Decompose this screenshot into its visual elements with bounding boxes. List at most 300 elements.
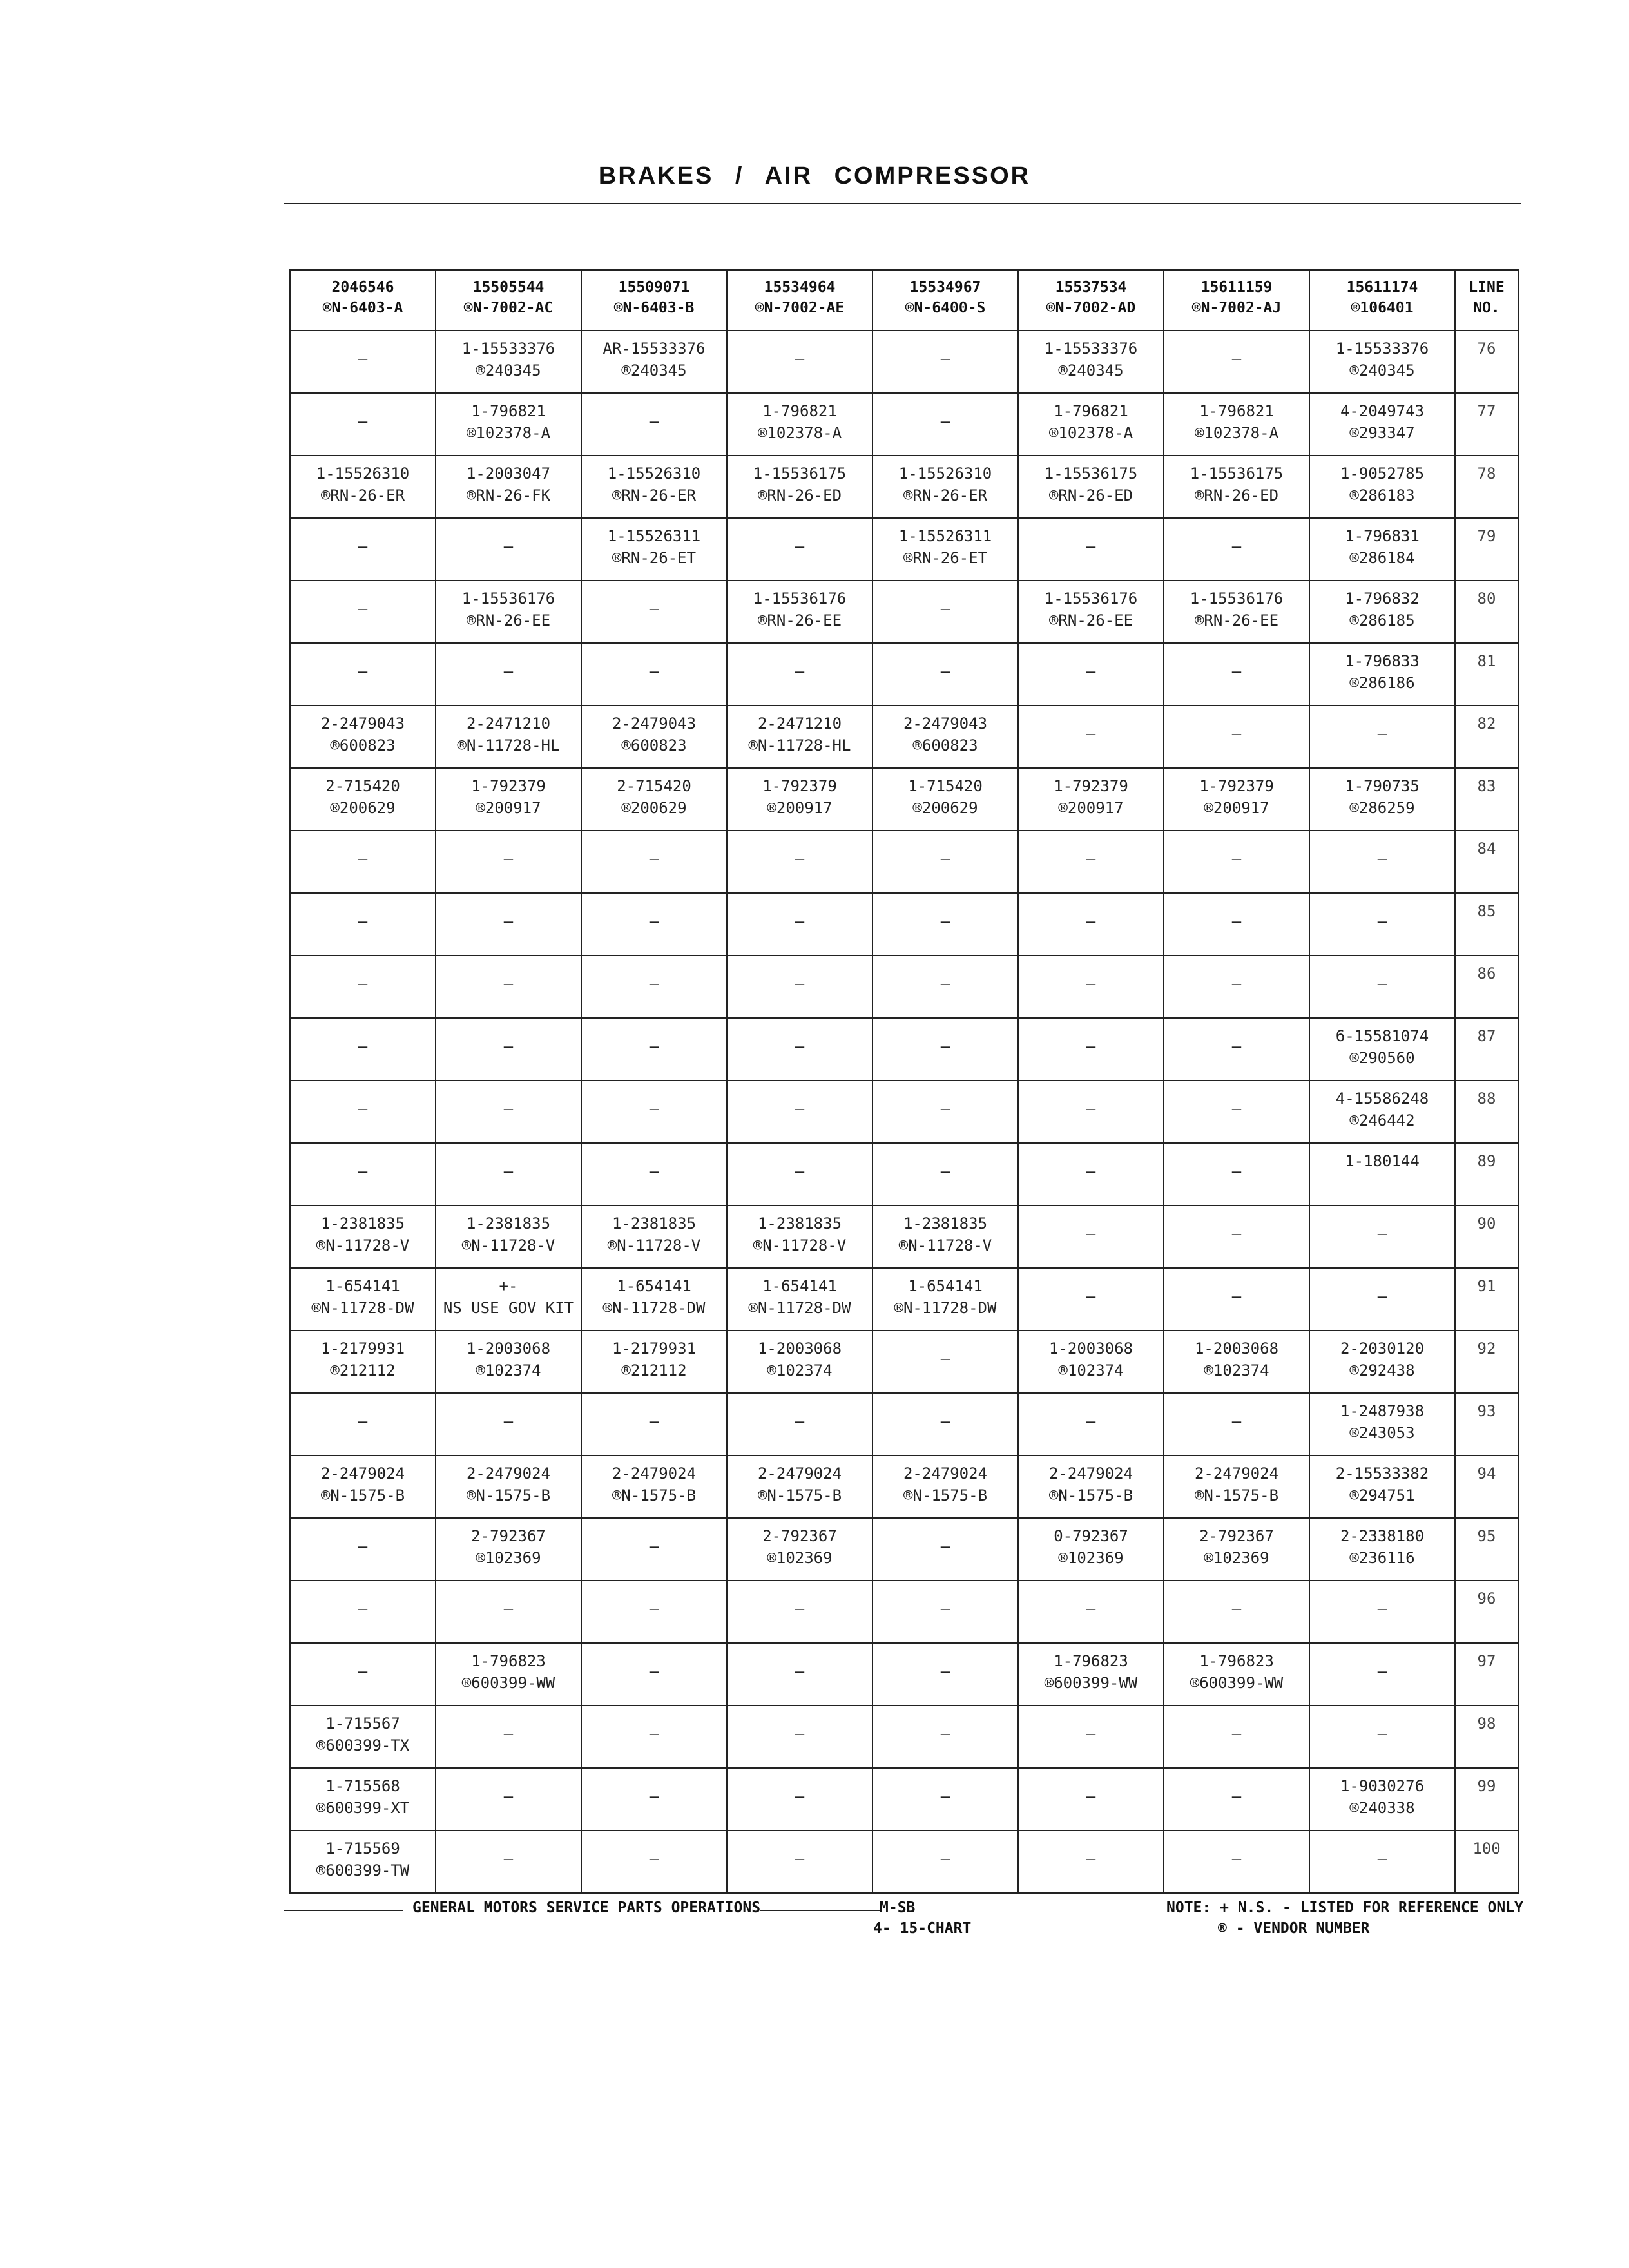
part-cell (1018, 706, 1164, 768)
part-cell (1309, 1331, 1455, 1393)
vendor-number: ®212112 (330, 1361, 396, 1379)
part-cell (872, 1018, 1018, 1081)
part-number: 2-2479024 (1048, 1465, 1133, 1483)
not-applicable-dash: — (940, 1850, 950, 1868)
part-number: 2-2479043 (320, 715, 405, 733)
part-cell (1018, 1643, 1164, 1706)
vendor-number: ®600399-TX (316, 1736, 410, 1754)
part-number: 6-15581074 (1335, 1027, 1429, 1045)
not-applicable-dash: — (1231, 1600, 1242, 1618)
table-row (290, 893, 1518, 956)
line-number-cell: 100 (1455, 1831, 1518, 1893)
part-cell (1309, 768, 1455, 831)
part-cell (1309, 1143, 1455, 1206)
part-cell (872, 643, 1018, 706)
vendor-number: ®600399-TW (316, 1861, 410, 1879)
line-number-cell: 82 (1455, 706, 1518, 768)
not-applicable-dash: — (649, 912, 659, 930)
part-cell (581, 1518, 727, 1581)
header-vendor-number: NO. (1473, 300, 1500, 316)
part-cell (1309, 331, 1455, 393)
part-cell (436, 1456, 581, 1518)
not-applicable-dash: — (1086, 1100, 1096, 1118)
vendor-number: ®N-11728-V (607, 1236, 701, 1254)
not-applicable-dash: — (795, 1162, 805, 1180)
header-model (872, 270, 1018, 331)
vendor-number: ®RN-26-ED (1048, 486, 1133, 505)
part-cell (872, 393, 1018, 456)
part-cell (1164, 768, 1309, 831)
not-applicable-dash: — (795, 1662, 805, 1680)
part-number: 1-790735 (1345, 777, 1420, 795)
vendor-number: ®200917 (476, 799, 541, 817)
line-number-cell: 98 (1455, 1706, 1518, 1768)
part-cell (290, 956, 436, 1018)
part-cell (1309, 1643, 1455, 1706)
not-applicable-dash: — (1377, 1662, 1387, 1680)
part-cell (1018, 643, 1164, 706)
not-applicable-dash: — (1086, 975, 1096, 993)
not-applicable-dash: — (1086, 1787, 1096, 1805)
part-cell (290, 1643, 436, 1706)
part-cell (1018, 456, 1164, 518)
vendor-number: ®N-11728-HL (748, 736, 851, 754)
part-number: 2-2479043 (903, 715, 988, 733)
line-number-cell: 77 (1455, 393, 1518, 456)
part-cell (727, 643, 872, 706)
part-cell (1309, 1456, 1455, 1518)
not-applicable-dash: — (503, 975, 514, 993)
not-applicable-dash: — (358, 412, 368, 430)
not-applicable-dash: — (503, 537, 514, 555)
vendor-number: ®RN-26-ER (320, 486, 405, 505)
not-applicable-dash: — (1377, 1287, 1387, 1305)
table-row (290, 1081, 1518, 1143)
part-cell (872, 1581, 1018, 1643)
not-applicable-dash: — (358, 1412, 368, 1430)
not-applicable-dash: — (1231, 1850, 1242, 1868)
part-cell (872, 1643, 1018, 1706)
vendor-number: ®240345 (621, 361, 687, 380)
table-row (290, 706, 1518, 768)
line-number-cell: 83 (1455, 768, 1518, 831)
header-vendor-number: ®N-6400-S (905, 300, 986, 316)
part-cell (290, 831, 436, 893)
header-model-number: 15534967 (909, 279, 981, 296)
part-cell (1018, 1768, 1164, 1831)
line-number-cell: 94 (1455, 1456, 1518, 1518)
vendor-number: ®200917 (1058, 799, 1124, 817)
vendor-number: ®102369 (476, 1549, 541, 1567)
table-body (290, 331, 1518, 1893)
not-applicable-dash: — (795, 1100, 805, 1118)
part-cell (1164, 1206, 1309, 1268)
line-number-cell: 84 (1455, 831, 1518, 893)
not-applicable-dash: — (503, 850, 514, 868)
part-cell (1018, 956, 1164, 1018)
part-number: 1-15526310 (316, 465, 410, 483)
not-applicable-dash: — (503, 1162, 514, 1180)
vendor-number: ®286183 (1349, 486, 1415, 505)
header-line-no (1455, 270, 1518, 331)
not-applicable-dash: — (795, 1412, 805, 1430)
not-applicable-dash: — (649, 1162, 659, 1180)
not-applicable-dash: — (1231, 725, 1242, 743)
part-cell (727, 393, 872, 456)
vendor-number: ®600399-XT (316, 1799, 410, 1817)
part-number: 1-15526310 (898, 465, 992, 483)
header-model (581, 270, 727, 331)
vendor-number: ®212112 (621, 1361, 687, 1379)
header-vendor-number: ®N-6403-A (322, 300, 403, 316)
part-cell (436, 1831, 581, 1893)
part-cell (1018, 1268, 1164, 1331)
part-number: 1-2381835 (757, 1215, 842, 1233)
not-applicable-dash: — (1086, 1225, 1096, 1243)
not-applicable-dash: — (649, 850, 659, 868)
part-cell (581, 456, 727, 518)
part-number: 2-2338180 (1340, 1527, 1425, 1545)
part-cell (872, 1268, 1018, 1331)
part-cell (872, 956, 1018, 1018)
part-number: 1-9052785 (1340, 465, 1425, 483)
part-cell (1164, 581, 1309, 643)
part-cell (1018, 1206, 1164, 1268)
part-number: 1-15536175 (753, 465, 847, 483)
part-cell (872, 518, 1018, 581)
part-number: 1-15536176 (1044, 590, 1138, 608)
part-cell (872, 456, 1018, 518)
part-cell (581, 831, 727, 893)
not-applicable-dash: — (358, 1162, 368, 1180)
header-row (290, 270, 1518, 331)
part-number: 1-9030276 (1340, 1777, 1425, 1795)
not-applicable-dash: — (795, 1850, 805, 1868)
part-cell (290, 643, 436, 706)
not-applicable-dash: — (1377, 975, 1387, 993)
not-applicable-dash: — (795, 850, 805, 868)
not-applicable-dash: — (1231, 662, 1242, 680)
part-cell (727, 1143, 872, 1206)
not-applicable-dash: — (358, 1537, 368, 1555)
footer-section-code: M-SB (880, 1899, 916, 1916)
part-cell (1164, 1268, 1309, 1331)
header-model-number: 15611174 (1346, 279, 1418, 296)
not-applicable-dash: — (940, 1600, 950, 1618)
vendor-number: ®N-11728-DW (311, 1299, 414, 1317)
vendor-number: ®N-11728-V (461, 1236, 555, 1254)
part-number: 1-2003068 (1048, 1340, 1133, 1358)
part-cell (436, 1768, 581, 1831)
part-cell (290, 1581, 436, 1643)
part-cell (872, 1081, 1018, 1143)
not-applicable-dash: — (1086, 1725, 1096, 1743)
part-cell (872, 768, 1018, 831)
not-applicable-dash: — (1231, 1787, 1242, 1805)
line-number-cell: 87 (1455, 1018, 1518, 1081)
part-number: 1-15536175 (1044, 465, 1138, 483)
table-row (290, 1393, 1518, 1456)
part-cell (581, 1456, 727, 1518)
part-cell (290, 1393, 436, 1456)
part-cell (1018, 768, 1164, 831)
vendor-number: NS USE GOV KIT (443, 1299, 574, 1317)
part-cell (436, 956, 581, 1018)
not-applicable-dash: — (649, 1600, 659, 1618)
part-cell (1164, 393, 1309, 456)
table-row (290, 1268, 1518, 1331)
vendor-number: ®200629 (912, 799, 978, 817)
vendor-number: ®RN-26-ET (612, 549, 697, 567)
part-cell (727, 581, 872, 643)
vendor-number: ®200917 (767, 799, 833, 817)
vendor-number: ®RN-26-EE (466, 611, 551, 629)
part-cell (727, 893, 872, 956)
table-row (290, 518, 1518, 581)
part-cell (1309, 956, 1455, 1018)
table-row (290, 1018, 1518, 1081)
part-cell (1018, 331, 1164, 393)
header-model (1164, 270, 1309, 331)
part-number: 2-2479024 (757, 1465, 842, 1483)
not-applicable-dash: — (1377, 1225, 1387, 1243)
part-cell (290, 1143, 436, 1206)
not-applicable-dash: — (358, 350, 368, 368)
not-applicable-dash: — (1231, 1162, 1242, 1180)
part-cell (436, 706, 581, 768)
part-number: 1-796821 (1199, 402, 1274, 420)
part-cell (1309, 393, 1455, 456)
part-cell (1164, 1143, 1309, 1206)
vendor-number: ®N-11728-DW (602, 1299, 706, 1317)
not-applicable-dash: — (795, 1037, 805, 1055)
vendor-number: ®RN-26-ED (757, 486, 842, 505)
vendor-number: ®102374 (1204, 1361, 1269, 1379)
vendor-number: ®102374 (476, 1361, 541, 1379)
vendor-number: ®600399-WW (1044, 1674, 1138, 1692)
not-applicable-dash: — (1231, 350, 1242, 368)
table-row (290, 1831, 1518, 1893)
vendor-number: ®102378-A (466, 424, 551, 442)
part-cell (1164, 518, 1309, 581)
not-applicable-dash: — (795, 537, 805, 555)
not-applicable-dash: — (1231, 1225, 1242, 1243)
part-number: 1-180144 (1345, 1152, 1420, 1170)
header-model (727, 270, 872, 331)
part-cell (1164, 1081, 1309, 1143)
part-cell (436, 1518, 581, 1581)
part-number: 1-15533376 (461, 340, 555, 358)
part-cell (436, 331, 581, 393)
not-applicable-dash: — (1086, 1287, 1096, 1305)
part-cell (436, 893, 581, 956)
part-cell (727, 518, 872, 581)
part-number: 2-715420 (617, 777, 691, 795)
part-number: 1-654141 (762, 1277, 837, 1295)
vendor-number: ®RN-26-FK (466, 486, 551, 505)
part-number: 1-796833 (1345, 652, 1420, 670)
table-row (290, 956, 1518, 1018)
part-number: 2-2030120 (1340, 1340, 1425, 1358)
vendor-number: ®240345 (1058, 361, 1124, 380)
part-cell (581, 331, 727, 393)
part-number: 2-2479043 (612, 715, 697, 733)
not-applicable-dash: — (795, 350, 805, 368)
part-cell (436, 1393, 581, 1456)
not-applicable-dash: — (795, 1725, 805, 1743)
footer-publisher: GENERAL MOTORS SERVICE PARTS OPERATIONS (412, 1899, 761, 1916)
part-number: 2-2479024 (1194, 1465, 1279, 1483)
part-cell (1309, 1206, 1455, 1268)
part-cell (1164, 1831, 1309, 1893)
not-applicable-dash: — (358, 537, 368, 555)
not-applicable-dash: — (940, 1662, 950, 1680)
part-number: 2-715420 (325, 777, 400, 795)
part-cell (290, 706, 436, 768)
not-applicable-dash: — (649, 1725, 659, 1743)
part-number: 1-792379 (762, 777, 837, 795)
vendor-number: ®102378-A (1194, 424, 1279, 442)
not-applicable-dash: — (940, 1537, 950, 1555)
not-applicable-dash: — (358, 662, 368, 680)
not-applicable-dash: — (1231, 537, 1242, 555)
vendor-number: ®286185 (1349, 611, 1415, 629)
part-number: 1-796823 (1199, 1652, 1274, 1670)
part-cell (290, 1018, 436, 1081)
vendor-number: ®286259 (1349, 799, 1415, 817)
part-number: 1-715569 (325, 1840, 400, 1858)
not-applicable-dash: — (1231, 850, 1242, 868)
not-applicable-dash: — (358, 600, 368, 618)
part-cell (436, 393, 581, 456)
part-number: 4-15586248 (1335, 1090, 1429, 1108)
part-cell (727, 1206, 872, 1268)
part-cell (290, 1768, 436, 1831)
part-cell (581, 1143, 727, 1206)
footer-rule-left (284, 1910, 403, 1911)
part-number: 1-654141 (617, 1277, 691, 1295)
part-number: 0-792367 (1054, 1527, 1128, 1545)
part-number: 1-2381835 (320, 1215, 405, 1233)
not-applicable-dash: — (358, 1600, 368, 1618)
not-applicable-dash: — (940, 1412, 950, 1430)
not-applicable-dash: — (1231, 1725, 1242, 1743)
not-applicable-dash: — (940, 1725, 950, 1743)
part-cell (436, 831, 581, 893)
header-vendor-number: ®N-7002-AJ (1191, 300, 1282, 316)
not-applicable-dash: — (1086, 912, 1096, 930)
line-number-cell: 93 (1455, 1393, 1518, 1456)
part-cell (581, 1081, 727, 1143)
vendor-number: ®RN-26-EE (757, 611, 842, 629)
vendor-number: ®N-1575-B (320, 1486, 405, 1504)
parts-table (289, 269, 1519, 1894)
table-row (290, 768, 1518, 831)
part-number: 1-2179931 (612, 1340, 697, 1358)
not-applicable-dash: — (1231, 1037, 1242, 1055)
vendor-number: ®N-1575-B (757, 1486, 842, 1504)
part-cell (436, 1081, 581, 1143)
not-applicable-dash: — (795, 975, 805, 993)
line-number-cell: 78 (1455, 456, 1518, 518)
part-cell (1164, 831, 1309, 893)
part-number: +- (499, 1277, 518, 1295)
part-cell (290, 518, 436, 581)
table-row (290, 1518, 1518, 1581)
vendor-number: ®286186 (1349, 674, 1415, 692)
part-cell (581, 1018, 727, 1081)
part-cell (1018, 1581, 1164, 1643)
part-cell (1309, 1081, 1455, 1143)
not-applicable-dash: — (1086, 662, 1096, 680)
part-cell (872, 331, 1018, 393)
vendor-number: ®N-1575-B (903, 1486, 988, 1504)
part-cell (872, 1393, 1018, 1456)
vendor-number: ®102378-A (1048, 424, 1133, 442)
part-cell (727, 1018, 872, 1081)
part-number: 1-2003068 (1194, 1340, 1279, 1358)
vendor-number: ®N-11728-V (316, 1236, 410, 1254)
part-number: 1-2487938 (1340, 1402, 1425, 1420)
not-applicable-dash: — (649, 412, 659, 430)
not-applicable-dash: — (503, 912, 514, 930)
not-applicable-dash: — (1231, 975, 1242, 993)
part-cell (727, 1706, 872, 1768)
line-number-cell: 76 (1455, 331, 1518, 393)
part-cell (727, 1393, 872, 1456)
part-cell (1018, 1018, 1164, 1081)
not-applicable-dash: — (358, 850, 368, 868)
vendor-number: ®240345 (1349, 361, 1415, 380)
part-cell (1018, 518, 1164, 581)
part-cell (727, 1268, 872, 1331)
part-cell (436, 1581, 581, 1643)
part-cell (1309, 831, 1455, 893)
not-applicable-dash: — (940, 1162, 950, 1180)
part-number: 2-792367 (471, 1527, 546, 1545)
part-cell (1018, 831, 1164, 893)
not-applicable-dash: — (649, 1662, 659, 1680)
part-number: 1-654141 (908, 1277, 983, 1295)
part-cell (727, 1581, 872, 1643)
header-model (1309, 270, 1455, 331)
header-vendor-number: ®N-7002-AD (1046, 300, 1136, 316)
header-vendor-number: ®N-7002-AC (463, 300, 554, 316)
vendor-number: ®N-1575-B (612, 1486, 697, 1504)
part-cell (581, 956, 727, 1018)
part-number: 1-2381835 (903, 1215, 988, 1233)
part-cell (436, 518, 581, 581)
part-cell (1018, 581, 1164, 643)
not-applicable-dash: — (649, 1537, 659, 1555)
not-applicable-dash: — (795, 662, 805, 680)
line-number-cell: 89 (1455, 1143, 1518, 1206)
part-cell (581, 518, 727, 581)
not-applicable-dash: — (649, 600, 659, 618)
part-cell (290, 1331, 436, 1393)
part-cell (581, 581, 727, 643)
part-cell (1309, 643, 1455, 706)
part-cell (581, 1643, 727, 1706)
not-applicable-dash: — (1231, 1412, 1242, 1430)
line-number-cell: 86 (1455, 956, 1518, 1018)
part-number: 1-15526311 (898, 527, 992, 545)
part-number: 1-796821 (762, 402, 837, 420)
footer-rule-middle (760, 1910, 880, 1911)
line-number-cell: 79 (1455, 518, 1518, 581)
part-cell (581, 1768, 727, 1831)
part-cell (436, 768, 581, 831)
